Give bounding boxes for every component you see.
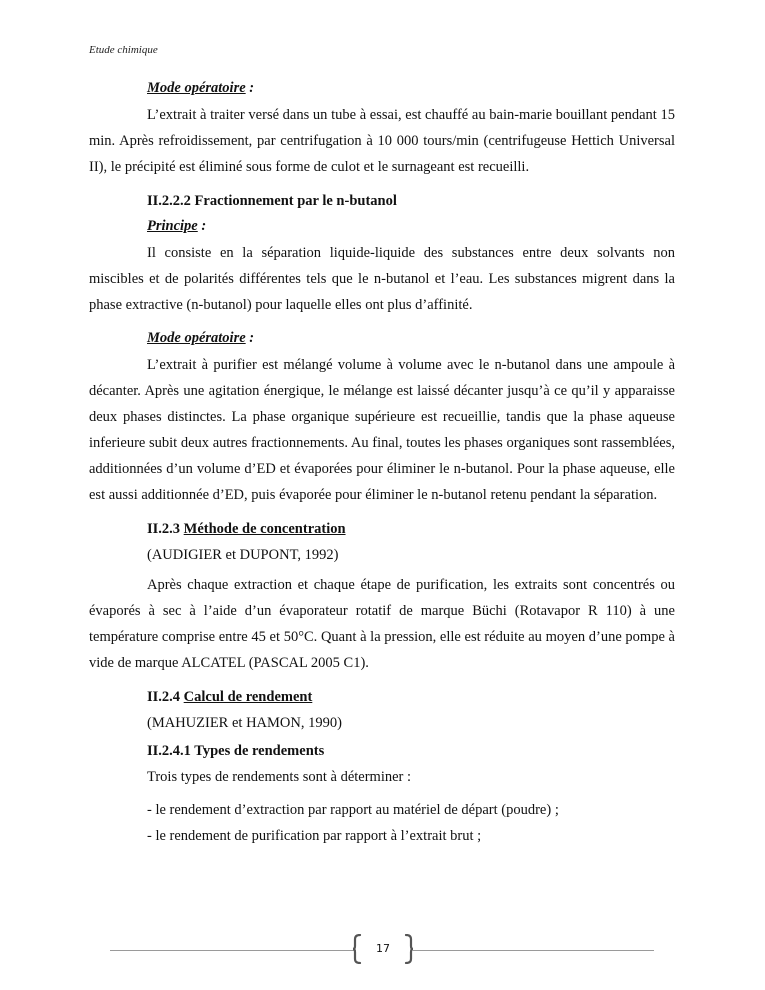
reference-2-4: (MAHUZIER et HAMON, 1990) [147, 715, 342, 731]
concentration-paragraph: Après chaque extraction et chaque étape de purification, les extraits sont concentrés ou évaporés à sec à l’aide d’un évaporateur rotatif de marque Büchi (Rotavapor R 110) à une température comprise entre 45 et 50°C. Quant à la pression, elle est réduite au moyen d’une pompe à vide de marque ALCATEL (PASCAL 2005 C1). [89, 577, 675, 671]
section-number-2-4: II.2.4 [147, 689, 181, 705]
page-number: 17 [376, 942, 390, 955]
page-footer [0, 934, 765, 968]
mode-operatoire-paragraph-2: L’extrait à purifier est mélangé volume à volume avec le n-butanol dans une ampoule à décanter. Après une agitation énergique, le mélange est laissé décanter jusqu’à ce qu’il y apparaisse deux phases distinctes. La phase organique supérieure est recueillie, tandis que la phase aqueuse inferieure subit deux autres fractionnements. Au final, toutes les phases organiques sont rassemblées, additionnées d’un volume d’ED et évaporées pour éliminer le n-butanol. Pour la phase aqueuse, elle est aussi additionnée d’ED, puis évaporée pour éliminer le n-butanol retenu pendant la séparation. [89, 357, 675, 503]
principe-label [147, 216, 675, 236]
section-heading-2-3 [147, 518, 675, 540]
footer-rule-right [412, 950, 654, 951]
left-brace-icon [352, 934, 362, 964]
section-heading-2-4-1: II.2.4.1 Types de rendements [147, 743, 325, 759]
mode-operatoire-label-2 [147, 328, 675, 348]
section-title-2-3: Méthode de concentration [183, 521, 346, 537]
mode-operatoire-label-1 [147, 78, 675, 98]
mode-operatoire-label-text-2: Mode opératoire [147, 330, 246, 346]
section-heading-2-2-2: II.2.2.2 Fractionnement par le n-butanol [147, 193, 397, 209]
types-intro: Trois types de rendements sont à déterminer : [147, 769, 412, 785]
body-text [89, 78, 675, 850]
mode-operatoire-colon-2: : [245, 330, 255, 346]
running-header: Etude chimique [89, 44, 158, 56]
list-item: - le rendement d’extraction par rapport au matériel de départ (poudre) ; [147, 802, 559, 818]
right-brace-icon [404, 934, 414, 964]
reference-2-3: (AUDIGIER et DUPONT, 1992) [147, 547, 339, 563]
mode-operatoire-label-text-1: Mode opératoire [147, 80, 246, 96]
principe-label-text: Principe [147, 218, 198, 234]
list-item: - le rendement de purification par rapport à l’extrait brut ; [147, 828, 482, 844]
principe-paragraph: Il consiste en la séparation liquide-liquide des substances entre deux solvants non miscibles et de polarités différentes tels que le n-butanol et l’eau. Les substances migrent dans la phase extractive (n-butanol) pour laquelle elles ont plus d’affinité. [89, 245, 675, 313]
section-number-2-3: II.2.3 [147, 521, 181, 537]
mode-operatoire-colon-1: : [245, 80, 255, 96]
principe-colon: : [197, 218, 207, 234]
footer-rule-left [110, 950, 356, 951]
section-heading-2-4 [147, 686, 675, 708]
section-title-2-4: Calcul de rendement [183, 689, 313, 705]
mode-operatoire-paragraph-1: L’extrait à traiter versé dans un tube à essai, est chauffé au bain-marie bouillant pendant 15 min. Après refroidissement, par centrifugation à 10 000 tours/min (centrifugeuse Hettich Universal II), le précipité est éliminé sous forme de culot et le surnageant est recueilli. [89, 107, 675, 175]
